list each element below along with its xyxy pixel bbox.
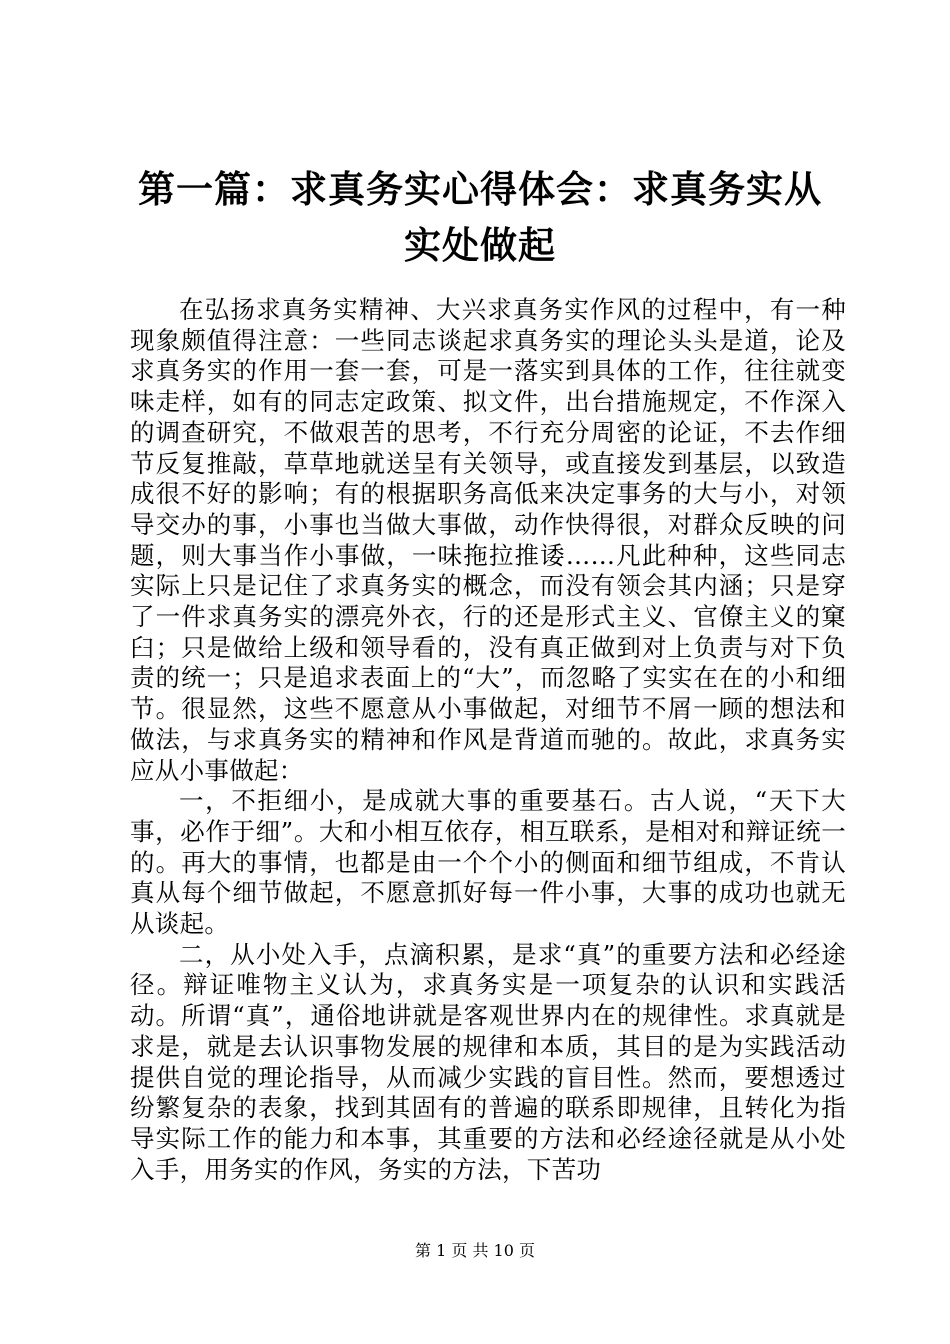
page-number-footer: 第 1 页 共 10 页 bbox=[415, 1241, 535, 1260]
document-title: 第一篇：求真务实心得体会：求真务实从实处做起 bbox=[138, 168, 822, 267]
paragraph-intro: 在弘扬求真务实精神、大兴求真务实作风的过程中，有一种现象颇值得注意：一些同志谈起求真务实的理论头头是道，论及求真务实的作用一套一套，可是一落实到具体的工作，往往就变味走样，如有的同志定政策、拟文件，出台措施规定，不作深入的调查研究，不做艰苦的思考，不行充分周密的论证，不去作细节反复推敲，草草地就送呈有关领导，或直接发到基层，以致造成很不好的影响；有的根据职务高低来决定事务的大与小，对领导交办的事，小事也当做大事做，动作快得很，对群众反映的问题，则大事当作小事做，一味拖拉推诿……凡此种种，这些同志实际上只是记住了求真务实的概念，而没有领会其内涵；只是穿了一件求真务实的漂亮外衣，行的还是形式主义、官僚主义的窠臼；只是做给上级和领导看的，没有真正做到对上负责与对下负责的统一；只是追求表面上的“大”，而忽略了实实在在的小和细节。很显然，这些不愿意从小事做起，对细节不屑一顾的想法和做法，与求真务实的精神和作风是背道而驰的。故此，求真务实应从小事做起： bbox=[130, 295, 846, 785]
paragraph-point-two: 二，从小处入手，点滴积累，是求“真”的重要方法和必经途径。辩证唯物主义认为，求真务实是一项复杂的认识和实践活动。所谓“真”，通俗地讲就是客观世界内在的规律性。求真就是求是，就是去认识事物发展的规律和本质，其目的是为实践活动提供自觉的理论指导，从而减少实践的盲目性。然而，要想透过纷繁复杂的表象，找到其固有的普遍的联系即规律，且转化为指导实际工作的能力和本事，其重要的方法和必经途径就是从小处入手，用务实的作风，务实的方法，下苦功 bbox=[130, 939, 846, 1184]
document-body bbox=[130, 295, 846, 1185]
paragraph-point-one: 一，不拒细小，是成就大事的重要基石。古人说，“天下大事，必作于细”。大和小相互依存，相互联系，是相对和辩证统一的。再大的事情，也都是由一个个小的侧面和细节组成，不肯认真从每个细节做起，不愿意抓好每一件小事，大事的成功也就无从谈起。 bbox=[130, 786, 846, 939]
